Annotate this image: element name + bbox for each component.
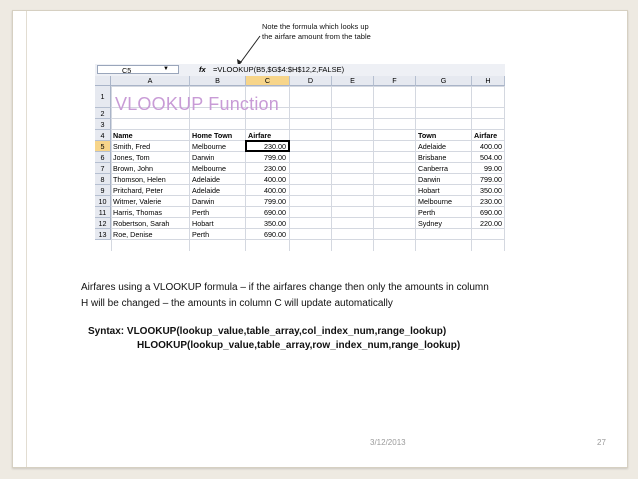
formula-callout xyxy=(262,22,442,42)
lookup-airfare-cell[interactable]: 99.00 xyxy=(484,164,502,173)
name-cell[interactable]: Harris, Thomas xyxy=(113,208,162,217)
slide-left-band xyxy=(13,11,27,467)
lookup-airfare-cell[interactable]: 230.00 xyxy=(480,197,502,206)
lookup-airfare-cell[interactable]: 400.00 xyxy=(480,142,502,151)
airfare-cell[interactable]: 799.00 xyxy=(264,197,286,206)
column-header-h[interactable]: H xyxy=(472,76,505,86)
gridline-vertical xyxy=(289,86,290,251)
hometown-cell[interactable]: Darwin xyxy=(192,197,215,206)
lookup-airfare-cell[interactable]: 690.00 xyxy=(480,208,502,217)
row-header-13[interactable]: 13 xyxy=(95,229,111,240)
syntax-vlookup: Syntax: VLOOKUP(lookup_value,table_array,col_index_num,range_lookup) xyxy=(88,326,447,337)
syntax-block xyxy=(88,325,568,353)
airfare-cell[interactable]: 350.00 xyxy=(264,219,286,228)
airfare-cell[interactable]: 799.00 xyxy=(264,153,286,162)
lookup-airfare-cell[interactable]: 504.00 xyxy=(480,153,502,162)
gridline-horizontal xyxy=(111,184,505,185)
row-header-6[interactable]: 6 xyxy=(95,152,111,163)
column-header-e[interactable]: E xyxy=(332,76,374,86)
header-name-cell[interactable]: Name xyxy=(113,131,133,140)
row-header-12[interactable]: 12 xyxy=(95,218,111,229)
gridline-horizontal xyxy=(111,118,505,119)
column-header-g[interactable]: G xyxy=(416,76,472,86)
lookup-town-cell[interactable]: Hobart xyxy=(418,186,440,195)
gridline-horizontal xyxy=(111,239,505,240)
lookup-airfare-cell[interactable]: 799.00 xyxy=(480,175,502,184)
row-header-7[interactable]: 7 xyxy=(95,163,111,174)
airfare-cell[interactable]: 690.00 xyxy=(264,230,286,239)
explanation-line-1: Airfares using a VLOOKUP formula – if the airfares change then only the amounts in column xyxy=(81,282,489,293)
lookup-town-cell[interactable]: Adelaide xyxy=(418,142,446,151)
row-header-10[interactable]: 10 xyxy=(95,196,111,207)
row-header-4[interactable]: 4 xyxy=(95,130,111,141)
name-cell[interactable]: Roe, Denise xyxy=(113,230,153,239)
hometown-cell[interactable]: Melbourne xyxy=(192,164,226,173)
lookup-town-cell[interactable]: Canberra xyxy=(418,164,448,173)
gridline-horizontal xyxy=(111,129,505,130)
column-header-a[interactable]: A xyxy=(111,76,190,86)
header-hometown-cell[interactable]: Home Town xyxy=(192,131,233,140)
callout-line-2: the airfare amount from the table xyxy=(262,32,371,41)
name-cell[interactable]: Jones, Tom xyxy=(113,153,150,162)
name-cell[interactable]: Smith, Fred xyxy=(113,142,151,151)
hometown-cell[interactable]: Adelaide xyxy=(192,186,220,195)
hometown-cell[interactable]: Melbourne xyxy=(192,142,226,151)
gridline-horizontal xyxy=(111,228,505,229)
row-header-11[interactable]: 11 xyxy=(95,207,111,218)
chevron-down-icon[interactable]: ▼ xyxy=(163,66,169,72)
slide-number: 27 xyxy=(597,438,606,447)
select-all-corner[interactable] xyxy=(95,76,111,86)
syntax-hlookup: HLOOKUP(lookup_value,table_array,row_index_num,range_lookup) xyxy=(137,340,461,351)
fx-icon[interactable]: fx xyxy=(199,65,206,74)
row-header-8[interactable]: 8 xyxy=(95,174,111,185)
lookup-town-cell[interactable]: Melbourne xyxy=(418,197,452,206)
gridline-vertical xyxy=(415,86,416,251)
sheet-title-cell[interactable]: VLOOKUP Function xyxy=(115,94,279,114)
name-cell[interactable]: Robertson, Sarah xyxy=(113,219,170,228)
lookup-town-cell[interactable]: Brisbane xyxy=(418,153,447,162)
hometown-cell[interactable]: Hobart xyxy=(192,219,214,228)
name-box-value: C5 xyxy=(122,66,132,75)
row-header-1[interactable]: 1 xyxy=(95,86,111,108)
explanation-text xyxy=(81,280,581,312)
header-airfare-cell[interactable]: Airfare xyxy=(248,131,272,140)
gridline-vertical xyxy=(373,86,374,251)
row-header-5[interactable]: 5 xyxy=(95,141,111,152)
gridline-vertical xyxy=(331,86,332,251)
lookup-town-cell[interactable]: Darwin xyxy=(418,175,441,184)
hometown-cell[interactable]: Adelaide xyxy=(192,175,220,184)
column-header-c[interactable]: C xyxy=(246,76,290,86)
lookup-town-cell[interactable]: Perth xyxy=(418,208,436,217)
airfare-cell[interactable]: 400.00 xyxy=(264,186,286,195)
column-header-f[interactable]: F xyxy=(374,76,416,86)
hometown-cell[interactable]: Perth xyxy=(192,208,210,217)
airfare-cell[interactable]: 400.00 xyxy=(264,175,286,184)
column-header-d[interactable]: D xyxy=(290,76,332,86)
gridline-horizontal xyxy=(111,217,505,218)
lookup-town-cell[interactable]: Sydney xyxy=(418,219,442,228)
airfare-cell[interactable]: 230.00 xyxy=(264,164,286,173)
hometown-cell[interactable]: Perth xyxy=(192,230,210,239)
active-cell-c5[interactable] xyxy=(245,140,290,152)
column-header-b[interactable]: B xyxy=(190,76,246,86)
explanation-line-2: H will be changed – the amounts in column C will update automatically xyxy=(81,298,393,309)
airfare-cell[interactable]: 690.00 xyxy=(264,208,286,217)
row-header-9[interactable]: 9 xyxy=(95,185,111,196)
header-town-cell[interactable]: Town xyxy=(418,131,437,140)
name-cell[interactable]: Thomson, Helen xyxy=(113,175,166,184)
spreadsheet xyxy=(95,64,505,252)
lookup-airfare-cell[interactable]: 220.00 xyxy=(480,219,502,228)
airfare-cell[interactable]: 230.00 xyxy=(264,142,286,151)
header-lookup-airfare-cell[interactable]: Airfare xyxy=(474,131,498,140)
row-header-2[interactable]: 2 xyxy=(95,108,111,119)
callout-line-1: Note the formula which looks up xyxy=(262,22,369,31)
name-cell[interactable]: Pritchard, Peter xyxy=(113,186,163,195)
lookup-airfare-cell[interactable]: 350.00 xyxy=(480,186,502,195)
name-cell[interactable]: Witmer, Valerie xyxy=(113,197,162,206)
name-cell[interactable]: Brown, John xyxy=(113,164,153,173)
gridline-vertical xyxy=(504,86,505,251)
hometown-cell[interactable]: Darwin xyxy=(192,153,215,162)
formula-input[interactable]: =VLOOKUP(B5,$G$4:$H$12,2,FALSE) xyxy=(213,65,345,74)
row-header-3[interactable]: 3 xyxy=(95,119,111,130)
footer-date: 3/12/2013 xyxy=(370,438,406,447)
